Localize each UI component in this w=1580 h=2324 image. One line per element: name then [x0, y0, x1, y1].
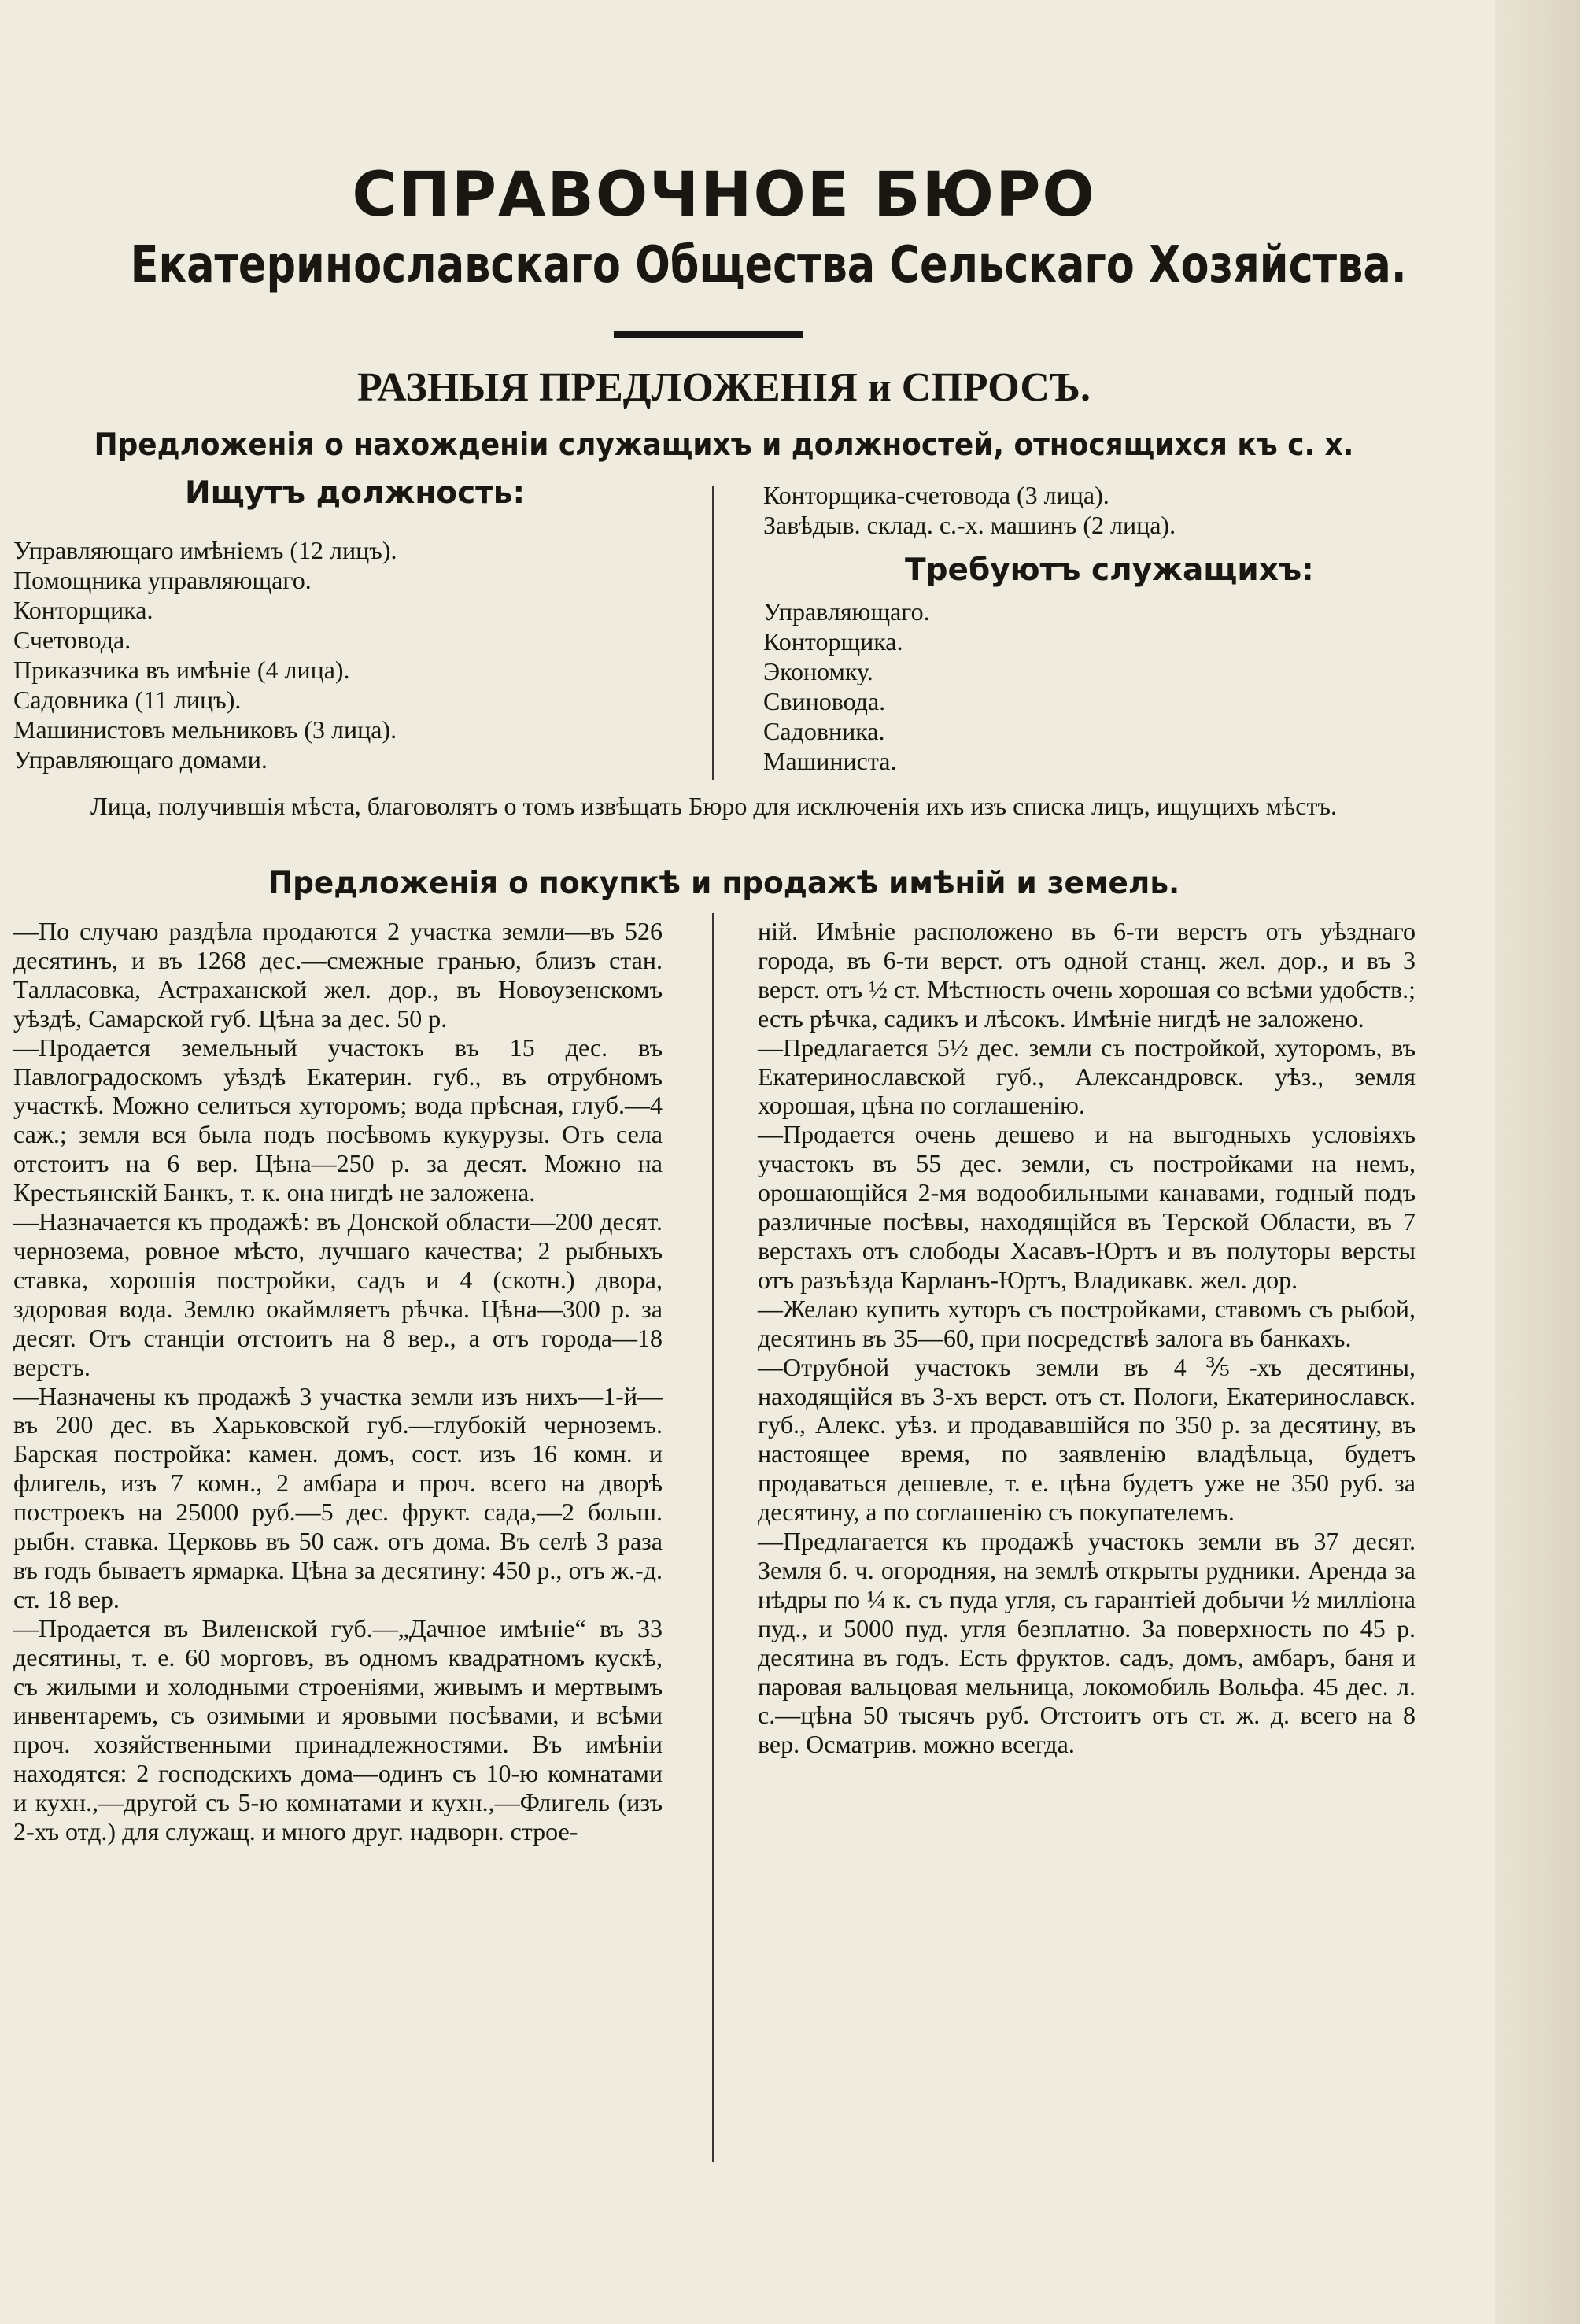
page-subtitle: Екатеринославскаго Общества Сельскаго Хозяйства.	[130, 236, 1407, 294]
listing-paragraph: —Продается земельный участокъ въ 15 дес. въ Павлоградоскомъ уѣздѣ Екатерин. губ., въ отрубномъ участкѣ. Можно селиться хуторомъ; вода прѣсная, глуб.—4 саж.; земля вся была подъ посѣвомъ кукурузы. Отъ села отстоитъ на 6 вер. Цѣна—250 р. за десят. Можно на Крестьянскій Банкъ, т. к. она нигдѣ не заложена.	[13, 1033, 663, 1207]
estates-heading: Предложенія о покупкѣ и продажѣ имѣній и земель.	[268, 866, 1180, 901]
listing-paragraph: ній. Имѣніе расположено въ 6-ти верстъ отъ уѣзднаго города, въ 6-ти верст. отъ одной станц. жел. дор., и въ 3 верст. отъ ½ ст. Мѣстность очень хорошая со всѣми удобств.; есть рѣчка, садикъ и лѣсокъ. Имѣніе нигдѣ не заложено.	[758, 917, 1416, 1033]
listing-paragraph: —Продается въ Виленской губ.—„Дачное имѣніе“ въ 33 десятины, т. е. 60 морговъ, въ одномъ квадратномъ кускѣ, съ жилыми и холодными строеніями, живымъ и мертвымъ инвентаремъ, съ озимыми и яровыми посѣвами, и всѣми проч. хозяйственными принадлежностями. Въ имѣніи находятся: 2 господскихъ дома—одинъ съ 10-ю комнатами и кухн.,—другой съ 5-ю комнатами и кухн.,—Флигель (изъ 2-хъ отд.) для служащ. и много друг. надворн. строе-	[13, 1613, 663, 1846]
listing-paragraph: —Назначается къ продажѣ: въ Донской области—200 десят. чернозема, ровное мѣсто, лучшаго качества; 2 рыбныхъ ставка, хорошія постройки, садъ и 4 (скотн.) двора, здоровая вода. Землю окаймляетъ рѣчка. Цѣна—300 р. за десят. Отъ станціи отстоитъ на 8 вер., а отъ города—18 верстъ.	[13, 1207, 663, 1381]
seeking-list-continued	[763, 480, 1176, 540]
list-item: Конторщика.	[763, 627, 903, 656]
seeking-heading: Ищутъ должность:	[185, 475, 526, 511]
listing-paragraph: —По случаю раздѣла продаются 2 участка земли—въ 526 десятинъ, и въ 1268 дес.—смежные гранью, близъ стан. Талласовка, Астраханской жел. дор., въ Новоузенскомъ уѣздѣ, Самарской губ. Цѣна за дес. 50 р.	[13, 917, 663, 1033]
column-divider	[712, 913, 714, 2162]
list-item: Управляющаго.	[763, 597, 930, 626]
listing-paragraph: —Предлагается къ продажѣ участокъ земли въ 37 десят. Земля б. ч. огородняя, на землѣ открыты рудники. Аренда за нѣдры по ¼ к. съ пуда угля, съ гарантіей добычи ½ милліона пуд., и 5000 пуд. угля безплатно. За поверхность по 45 р. десятина въ годъ. Есть фруктов. садъ, домъ, амбаръ, баня и паровая вальцовая мельница, локомобиль Вольфа. 45 дес. л. с.—цѣна 50 тысячъ руб. Отстоитъ отъ ст. ж. д. всего на 8 вер. Осматрив. можно всегда.	[758, 1527, 1416, 1759]
listing-paragraph: —Назначены къ продажѣ 3 участка земли изъ нихъ—1-й—въ 200 дес. въ Харьковской губ.—глубокій черноземъ. Барская постройка: камен. домъ, сост. изъ 16 комн. и флигель, изъ 7 комн., 2 амбара и проч. всего на дворѣ построекъ на 25000 руб.—5 дес. фрукт. сада,—2 больш. рыбн. ставка. Церковь въ 50 саж. отъ дома. Въ селѣ 3 раза въ годъ бываетъ ярмарка. Цѣна за десятину: 450 р., отъ ж.-д. ст. 18 вер.	[13, 1381, 663, 1613]
page-title: СПРАВОЧНОЕ БЮРО	[352, 160, 1096, 231]
list-item: Конторщика.	[13, 596, 153, 624]
list-item: Помощника управляющаго.	[13, 566, 312, 594]
list-item: Счетовода.	[13, 626, 131, 654]
listing-paragraph: —Отрубной участокъ земли въ 4⅗-хъ десятины, находящійся въ 3-хъ верст. отъ ст. Пологи, Екатеринославск. губ., Алекс. уѣз. и продававшійся по 350 р. за десятину, въ настоящее время, по заявленію владѣльца, будетъ продаваться дешевле, т. е. цѣна будетъ уже не 350 руб. за десятину, а по соглашенію съ покупателемъ.	[758, 1352, 1416, 1527]
listing-paragraph: —Продается очень дешево и на выгодныхъ условіяхъ участокъ въ 55 дес. земли, съ постройками на немъ, орошающійся 2-мя водообильными канавами, годный подъ различные посѣвы, находящійся въ Терской Области, въ 7 верстахъ отъ слободы Хасавъ-Юртъ и въ полуторы версты отъ разъѣзда Карланъ-Юртъ, Владикавк. жел. дор.	[758, 1120, 1416, 1294]
list-item: Машиниста.	[763, 747, 897, 775]
seeking-list	[13, 535, 397, 774]
listing-paragraph: —Предлагается 5½ дес. земли съ постройкой, хуторомъ, въ Екатеринославской губ., Александровск. уѣз., земля хорошая, цѣна по соглашенію.	[758, 1033, 1416, 1120]
list-item: Экономку.	[763, 657, 873, 685]
list-item: Завѣдыв. склад. с.-х. машинъ (2 лица).	[763, 511, 1176, 539]
employment-heading: Предложенія о нахожденіи служащихъ и должностей, относящихся къ с. х.	[94, 427, 1354, 463]
list-item: Свиновода.	[763, 687, 886, 715]
column-divider	[712, 486, 714, 780]
estates-right-column	[758, 917, 1416, 1759]
list-item: Конторщика-счетовода (3 лица).	[763, 481, 1109, 509]
estates-left-column	[13, 917, 663, 1846]
list-item: Управляющаго имѣніемъ (12 лицъ).	[13, 536, 397, 564]
adjacent-page-edge	[1495, 0, 1580, 2324]
list-item: Машинистовъ мельниковъ (3 лица).	[13, 715, 397, 744]
listing-paragraph: —Желаю купить хуторъ съ постройками, ставомъ съ рыбой, десятинъ въ 35—60, при посредствѣ залога въ банкахъ.	[758, 1294, 1416, 1352]
section-title: РАЗНЫЯ ПРЕДЛОЖЕНІЯ и СПРОСЪ.	[357, 365, 1091, 410]
notice-text: Лица, получившія мѣста, благоволятъ о томъ извѣщать Бюро для исключенія ихъ изъ списка лицъ, ищущихъ мѣстъ.	[90, 792, 1337, 820]
list-item: Управляющаго домами.	[13, 745, 268, 774]
list-item: Садовника (11 лицъ).	[13, 685, 242, 714]
required-list	[763, 597, 930, 776]
list-item: Садовника.	[763, 717, 885, 745]
list-item: Приказчика въ имѣніе (4 лица).	[13, 656, 350, 684]
required-heading: Требуютъ служащихъ:	[905, 552, 1314, 588]
title-divider	[614, 331, 803, 338]
